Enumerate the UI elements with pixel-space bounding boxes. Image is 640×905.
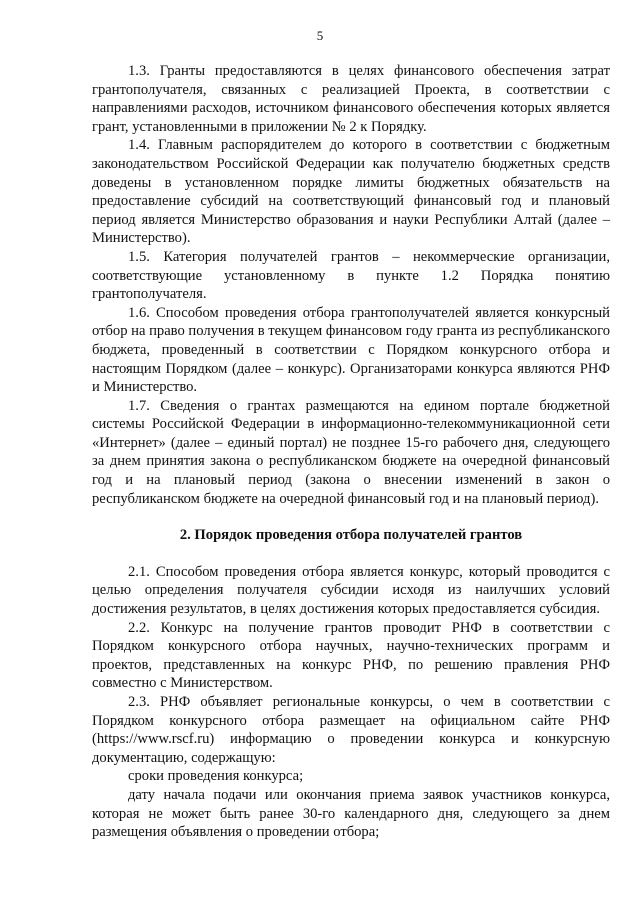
paragraph-1-3: 1.3. Гранты предоставляются в целях финансового обеспечения затрат грантополучателя, связанных с реализацией Проекта, в соответствии с направлениями расходов, источником финансового обеспечения которых является грант, установленными в приложении № 2 к Порядку.: [92, 63, 610, 135]
paragraph-1-4: 1.4. Главным распорядителем до которого в соответствии с бюджетным законодательством Российской Федерации как получателю бюджетных средств доведены в установленном порядке лимиты бюджетных обязательств на предоставление субсидий на соответствующий финансовый год и плановый период является Министерство образования и науки Республики Алтай (далее – Министерство).: [92, 137, 610, 247]
paragraph-2-2: 2.2. Конкурс на получение грантов проводит РНФ в соответствии с Порядком конкурсного отбора научных, научно-технических программ и проектов, представленных на конкурс РНФ, по решению правления РНФ совместно с Министерством.: [92, 619, 610, 692]
list-item-deadlines: сроки проведения конкурса;: [128, 768, 304, 785]
paragraph-1-6: 1.6. Способом проведения отбора грантополучателей является конкурсный отбор на право получения в текущем финансовом году гранта из республиканского бюджета, проведенный в соответствии с Порядком конкурсного отбора и настоящим Порядком (далее – конкурс). Организаторами конкурса являются РНФ и Министерство.: [92, 304, 610, 396]
section-2-heading: 2. Порядок проведения отбора получателей грантов: [179, 527, 523, 544]
paragraph-1-7: 1.7. Сведения о грантах размещаются на едином портале бюджетной системы Российской Федерации в информационно-телекоммуникационной сети «Интернет» (далее – единый портал) не позднее 15-го рабочего дня, следующего за днем принятия закона о республиканском бюджете на очередной финансовый год и на плановый период (закона о внесении изменений в закон о республиканском бюджете на очередной финансовый год и на плановый период).: [92, 397, 610, 507]
paragraph-2-1: 2.1. Способом проведения отбора является конкурс, который проводится с целью определения получателя субсидии исходя из наилучших условий достижения результатов, в целях достижения которых предоставляется субсидия.: [92, 563, 610, 618]
document-body: [92, 62, 610, 842]
paragraph-1-5: 1.5. Категория получателей грантов – некоммерческие организации, соответствующие установленному в пункте 1.2 Порядка понятию грантополучателя.: [92, 248, 610, 303]
page-number: 5: [316, 28, 324, 43]
paragraph-2-3: 2.3. РНФ объявляет региональные конкурсы, о чем в соответствии с Порядком конкурсного отбора размещает на официальном сайте РНФ (https://www.rscf.ru) информацию о проведении конкурса и конкурсную документацию, содержащую:: [92, 694, 610, 766]
list-item-application-dates: дату начала подачи или окончания приема заявок участников конкурса, которая не может быть ранее 30-го календарного дня, следующего за днем размещения объявления о проведении отбора;: [92, 786, 610, 841]
